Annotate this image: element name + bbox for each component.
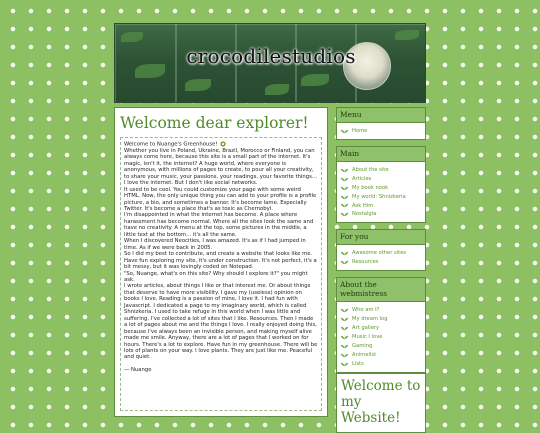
nav-link-book-nook[interactable]: My book nook	[341, 184, 422, 193]
nav-link-gaming[interactable]: Gaming	[341, 342, 422, 351]
signature: — Nuange	[124, 367, 152, 374]
sprout-icon	[341, 129, 348, 134]
leaf-decoration	[395, 30, 419, 40]
sprout-icon	[341, 177, 348, 182]
main-nav-box	[336, 146, 426, 223]
about-header: About the webmistress	[337, 278, 425, 302]
site-title: crocodilestudios	[186, 44, 356, 68]
nav-link-ask-him[interactable]: Ask Him	[341, 202, 422, 211]
main-nav-header: Main	[337, 147, 425, 162]
sprout-icon	[341, 168, 348, 173]
sprout-icon	[341, 362, 348, 367]
for-you-header: For you	[337, 230, 425, 245]
for-you-box	[336, 229, 426, 271]
nav-link-lists[interactable]: Lists	[341, 360, 422, 369]
welcome-box-text: Welcome to my Website!	[341, 378, 421, 426]
sprout-icon	[341, 326, 348, 331]
intro-paragraph: Welcome to Nuange's Greenhouse!	[124, 141, 318, 148]
sprout-icon	[341, 186, 348, 191]
nav-link-art-gallery[interactable]: Art gallery	[341, 324, 422, 333]
sprout-icon	[341, 212, 348, 217]
intro-paragraph: Whether you live in Poland, Ukraine, Brazil, Morocco or Finland, you can always come here, because this site is a small part of the internet. It's magic, isn't it, the internet? A huge world, where everyone is anonymous, with millions of pages to create, to pour all your creativity, to share your music, your passions, your readings, your favorite things...	[124, 147, 317, 180]
nav-link-other-sites[interactable]: Awesome other sites	[341, 249, 422, 258]
nav-link-home[interactable]: Home	[341, 127, 422, 136]
sprout-icon	[341, 353, 348, 358]
welcome-box	[336, 373, 426, 433]
sprout-icon	[341, 251, 348, 256]
nav-link-animelist[interactable]: Animelist	[341, 351, 422, 360]
sprout-icon	[341, 260, 348, 265]
main-nav-list	[337, 162, 425, 222]
intro-paragraph: When I discovered Neocities, I was amazed. It's as if I had jumped in time. As if we were back in 2005.	[124, 238, 306, 251]
leaf-decoration	[301, 74, 329, 86]
intro-paragraph: "So, Nuange, what's on this site? Why should I explore it?" you might ask.	[124, 270, 308, 284]
intro-paragraph: I wrote articles, about things I like or that interest me. Or about things that deserve to have more visibility. I gave my (useless) opinion on books I love. Reading is a passion of mine, I love it. I had fun with Javascript. I dedicated a page to my imaginary world, which is called Shnizkeria. I used to take refuge in this world when I was little and suffering. I've collected a lot of sites that I like. Resources. Then I made a lot of pages about me and the things I love. I really enjoyed doing this, because I've always been an invisible person, and making myself alive made me smile. Anyway, there are a lot of pages that I worked on for hours. There's a lot to explore. Have fun in my greenhouse. There will be lots of plants on your way. I love plants. They are just like me. Peaceful and quiet.	[124, 283, 318, 361]
sidebar	[336, 107, 426, 379]
for-you-list	[337, 245, 425, 270]
sprout-icon	[341, 335, 348, 340]
nav-link-shnizkeria[interactable]: My world: Shnizkeria	[341, 193, 422, 202]
about-box	[336, 277, 426, 372]
intro-paragraph: So I did my best to contribute, and create a website that looks like me. Have fun exploring my site, it's under construction. It's not perfect, it's a bit messy, but it was lovingly coded on Notepad.	[124, 251, 317, 271]
intro-paragraph: It used to be cool. You could customize your page with some weird HTML. Now, the only unique thing you can add to your profile is a profile picture, a bio, and sometimes a banner. It's become lame. Especially Twitter. It's become a place that's as toxic as Chernobyl.	[124, 186, 317, 213]
nav-link-articles[interactable]: Articles	[341, 175, 422, 184]
menu-list	[337, 123, 425, 139]
nav-link-music[interactable]: Music I love	[341, 333, 422, 342]
nav-link-nostalgia[interactable]: Nostalgia	[341, 210, 422, 219]
intro-paragraph: I love the internet. But I don't like social networks.	[124, 180, 258, 187]
leaf-decoration	[185, 79, 211, 91]
site-banner	[114, 23, 426, 103]
intro-text	[120, 137, 322, 411]
sprout-icon	[341, 195, 348, 200]
nav-link-dream-log[interactable]: My dream log	[341, 315, 422, 324]
nav-link-who-am-i[interactable]: Who am I?	[341, 306, 422, 315]
nav-link-about-site[interactable]: About the site	[341, 166, 422, 175]
sprout-icon	[219, 141, 227, 147]
page-heading: Welcome dear explorer!	[120, 114, 309, 132]
menu-header: Menu	[337, 108, 425, 123]
nav-link-resources[interactable]: Resources	[341, 258, 422, 267]
sprout-icon	[341, 344, 348, 349]
intro-paragraph: I'm disappointed in what the internet has become. A place where harassment has become normal. Where all the sites look the same and have no creativity. A menu at the top, some pictures in the middle, a little text at the bottom... it's all the same.	[124, 212, 314, 238]
main-content	[114, 107, 328, 417]
leaf-decoration	[265, 84, 289, 95]
menu-box	[336, 107, 426, 140]
sprout-icon	[341, 203, 348, 208]
leaf-decoration	[121, 32, 143, 42]
about-list	[337, 302, 425, 371]
sprout-icon	[341, 317, 348, 322]
sprout-icon	[341, 308, 348, 313]
